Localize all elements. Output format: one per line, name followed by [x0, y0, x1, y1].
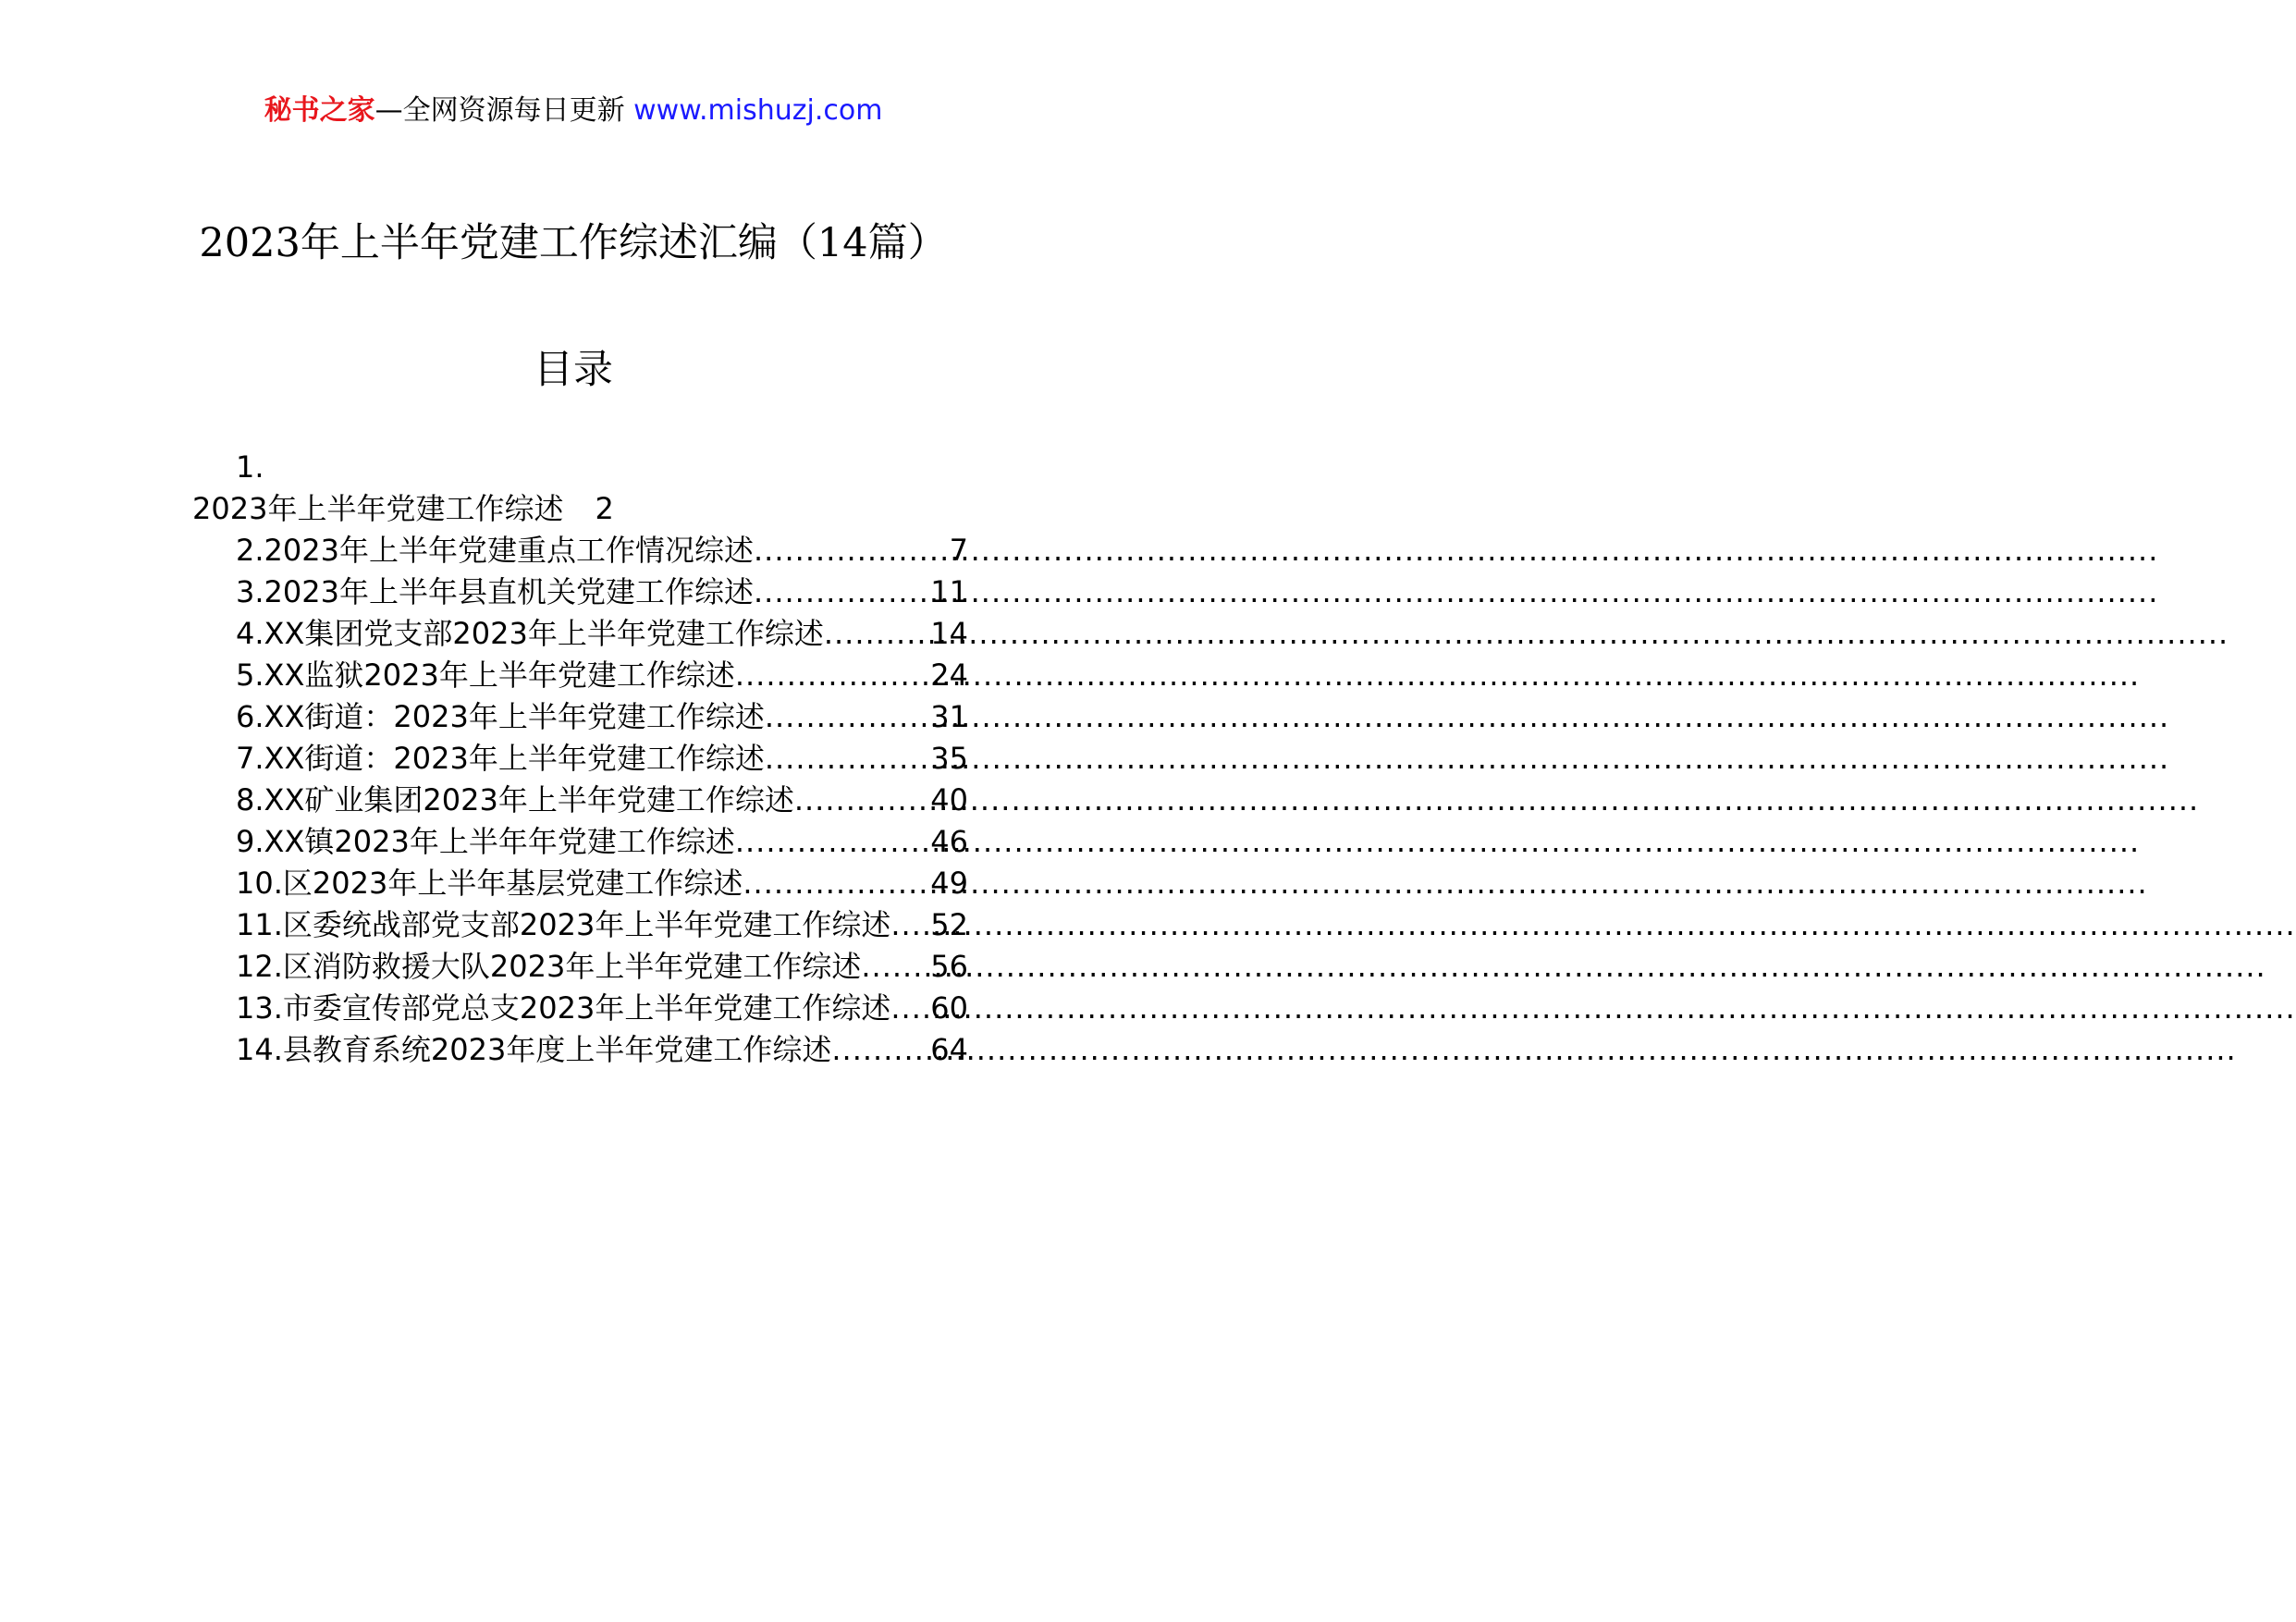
dot-leader	[765, 738, 930, 780]
toc-entry[interactable]	[236, 530, 968, 571]
header-slogan: —全网资源每日更新	[374, 94, 625, 127]
toc-entry-page[interactable]: 64	[930, 1032, 968, 1067]
toc-entry-title[interactable]: 7.XX街道：2023年上半年党建工作综述	[236, 741, 765, 776]
toc-entry-1-page[interactable]: 2	[595, 491, 614, 526]
toc-entry-title[interactable]: 13.市委宣传部党总支2023年上半年党建工作综述	[236, 990, 891, 1026]
dot-leader	[735, 821, 930, 863]
toc-entry-page[interactable]: 14	[930, 616, 968, 651]
dot-leader	[824, 613, 930, 655]
toc-entry[interactable]	[236, 780, 968, 821]
dot-leader	[794, 780, 930, 821]
toc-entry-page[interactable]: 46	[930, 824, 968, 859]
toc-entry-page[interactable]: 11	[930, 574, 968, 609]
toc-entry[interactable]	[236, 946, 968, 988]
dot-leader	[754, 571, 930, 613]
toc-list	[236, 530, 968, 1071]
toc-entry-title[interactable]: 8.XX矿业集团2023年上半年党建工作综述	[236, 782, 794, 817]
dot-leader	[735, 655, 930, 696]
dot-leader	[765, 696, 930, 738]
toc-entry-title[interactable]: 5.XX监狱2023年上半年党建工作综述	[236, 657, 735, 693]
toc-entry-page[interactable]: 7	[949, 533, 968, 568]
toc-entry-page[interactable]: 52	[930, 907, 968, 942]
toc-entry-1-number[interactable]: 1.	[236, 449, 264, 485]
toc-entry-page[interactable]: 31	[930, 699, 968, 734]
toc-entry[interactable]	[236, 1029, 968, 1071]
toc-entry[interactable]	[236, 655, 968, 696]
toc-entry[interactable]	[236, 613, 968, 655]
brand-name: 秘书之家	[264, 94, 375, 127]
toc-entry-title[interactable]: 10.区2023年上半年基层党建工作综述	[236, 866, 743, 901]
site-header	[0, 92, 1147, 129]
toc-heading: 目录	[534, 347, 613, 393]
toc-entry-title[interactable]: 9.XX镇2023年上半年年党建工作综述	[236, 824, 735, 859]
toc-entry-title[interactable]: 11.区委统战部党支部2023年上半年党建工作综述	[236, 907, 891, 942]
toc-entry-title[interactable]: 3.2023年上半年县直机关党建工作综述	[236, 574, 754, 609]
toc-entry-page[interactable]: 60	[930, 990, 968, 1026]
toc-entry-page[interactable]: 24	[930, 657, 968, 693]
toc-entry-page[interactable]: 56	[930, 949, 968, 984]
toc-entry-page[interactable]: 35	[930, 741, 968, 776]
site-url-link[interactable]: www.mishuzj.com	[633, 94, 883, 127]
dot-leader	[743, 863, 930, 904]
toc-entry-page[interactable]: 49	[930, 866, 968, 901]
toc-entry-1-title[interactable]: 2023年上半年党建工作综述	[192, 491, 564, 526]
toc-entry[interactable]	[236, 904, 968, 946]
toc-entry[interactable]	[236, 821, 968, 863]
dot-leader	[890, 904, 930, 946]
toc-entry-title[interactable]: 4.XX集团党支部2023年上半年党建工作综述	[236, 616, 824, 651]
toc-entry[interactable]	[236, 696, 968, 738]
toc-entry-title[interactable]: 12.区消防救援大队2023年上半年党建工作综述	[236, 949, 862, 984]
toc-entry-title[interactable]: 6.XX街道：2023年上半年党建工作综述	[236, 699, 765, 734]
dot-leader	[754, 530, 950, 571]
dot-leader	[831, 1029, 930, 1071]
toc-entry[interactable]	[236, 738, 968, 780]
dot-leader	[890, 988, 930, 1029]
dot-leader	[861, 946, 930, 988]
document-title: 2023年上半年党建工作综述汇编（14篇）	[199, 220, 948, 266]
toc-entry-page[interactable]: 40	[930, 782, 968, 817]
toc-entry-title[interactable]: 14.县教育系统2023年度上半年党建工作综述	[236, 1032, 832, 1067]
toc-entry-title[interactable]: 2.2023年上半年党建重点工作情况综述	[236, 533, 754, 568]
toc-entry[interactable]	[236, 863, 968, 904]
toc-entry[interactable]	[236, 571, 968, 613]
toc-entry[interactable]	[236, 988, 968, 1029]
toc-entry-1[interactable]	[192, 488, 614, 530]
